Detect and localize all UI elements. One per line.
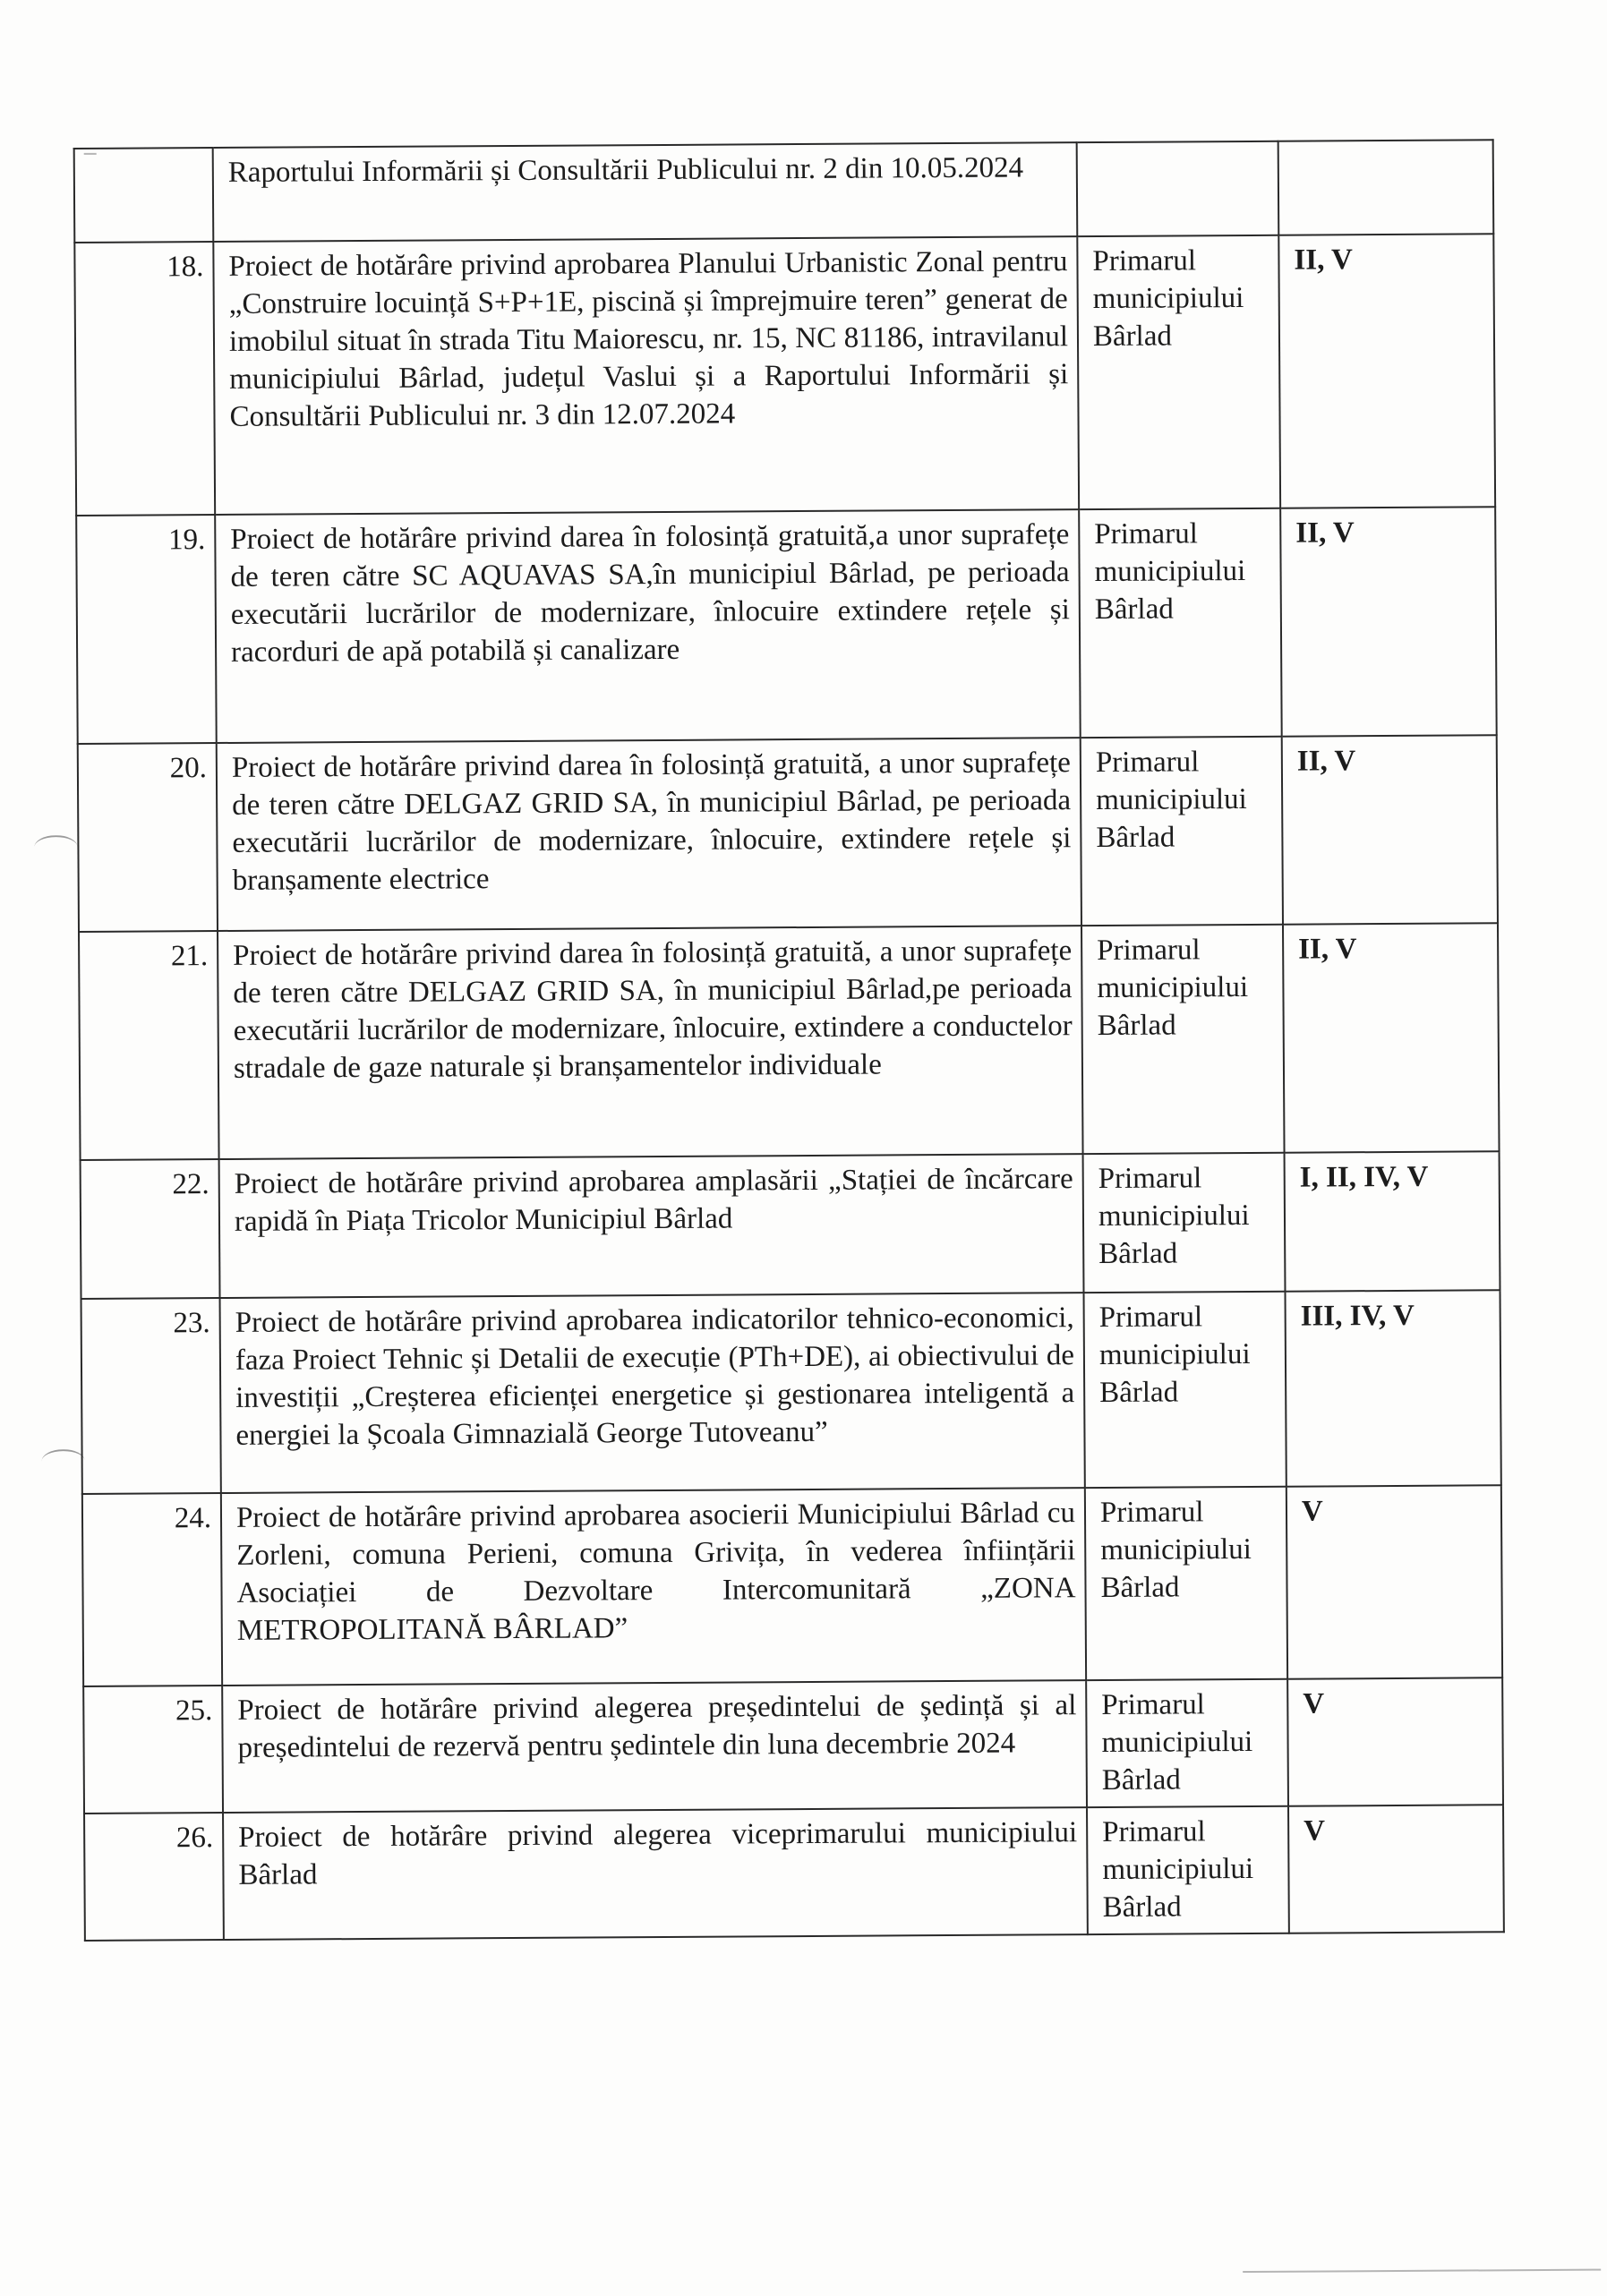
initiator-line: Bârlad: [1097, 1009, 1176, 1043]
initiator-line: Primarul: [1098, 1162, 1202, 1196]
item-committees: II, V: [1280, 507, 1497, 736]
table-row: [81, 1290, 1501, 1494]
initiator-line: Bârlad: [1094, 593, 1174, 627]
table-row: [74, 140, 1494, 243]
initiator-line: municipiului: [1100, 1532, 1252, 1566]
initiator-line: municipiului: [1092, 281, 1244, 316]
item-committees: I, II, IV, V: [1285, 1151, 1500, 1291]
initiator-line: Bârlad: [1100, 1571, 1180, 1604]
initiator-line: Primarul: [1098, 1301, 1203, 1335]
initiator-line: [1092, 148, 1269, 149]
item-title: Proiect de hotărâre privind aprobarea asocierii Municipiului Bârlad cu Zorleni, comuna Perieni, comuna Grivița, în vederea înființării Asociației de Dezvoltare Intercomunitară „ZONA METROPOLITANĂ BÂRLAD”: [221, 1488, 1086, 1686]
item-title: Proiect de hotărâre privind aprobarea indicatorilor tehnico-economici, faza Proiect Tehnic și Detalii de execuție (PTh+DE), ai obiectivului de investiții „Creșterea eficienței energetice și gestionarea inteligentă a energiei la Școala Gimnazială George Tutoveanu”: [220, 1293, 1085, 1493]
initiator-line: municipiului: [1098, 1199, 1250, 1233]
item-number: 20.: [78, 743, 218, 932]
punch-hole-mark: [42, 1449, 85, 1472]
initiator-line: Primarul: [1095, 746, 1200, 780]
item-committees: II, V: [1282, 735, 1498, 924]
initiator-line: Primarul: [1092, 244, 1197, 278]
initiator-line: Primarul: [1097, 934, 1201, 968]
item-title: Proiect de hotărâre privind darea în folosință gratuită,a unor suprafețe de teren către SC AQUAVAS SA,în municipiul Bârlad, pe perioada executării lucrărilor de modernizare, înlocuire extindere rețele și racorduri de apă potabilă și canalizare: [215, 509, 1081, 743]
item-committees: II, V: [1283, 923, 1500, 1152]
item-title: Proiect de hotărâre privind alegerea președintelui de ședință și al președintelui de rezervă pentru ședintele din luna decembrie 2024: [222, 1680, 1087, 1813]
initiator-line: Primarul: [1101, 1688, 1205, 1721]
item-initiator: [1077, 235, 1280, 509]
item-committees: [1278, 140, 1494, 235]
initiator-line: municipiului: [1101, 1725, 1253, 1759]
table-row: [79, 923, 1500, 1160]
initiator-line: Primarul: [1102, 1815, 1206, 1848]
agenda-table-body: [74, 140, 1504, 1941]
initiator-line: Bârlad: [1101, 1763, 1181, 1797]
item-title: Proiect de hotărâre privind alegerea viceprimarului municipiului Bârlad: [223, 1807, 1088, 1940]
item-number: 21.: [79, 931, 219, 1160]
item-number: 19.: [76, 515, 217, 744]
item-title: Proiect de hotărâre privind aprobarea Planului Urbanistic Zonal pentru „Construire locuință S+P+1E, piscină și împrejmuire teren” generat de imobilul situat în strada Titu Maiorescu, nr. 15, NC 81186, intravilanul municipiului Bârlad, județul Vaslui și a Raportului Informării și Consultării Publicului nr. 3 din 12.07.2024: [213, 236, 1079, 515]
item-number: 25.: [83, 1686, 223, 1814]
agenda-table: [73, 139, 1505, 1942]
initiator-line: municipiului: [1094, 554, 1246, 589]
table-row: [76, 507, 1497, 744]
initiator-line: Bârlad: [1096, 821, 1175, 855]
item-title: Proiect de hotărâre privind darea în folosință gratuită, a unor suprafețe de teren către DELGAZ GRID SA, în municipiul Bârlad,pe perioada executării lucrărilor de modernizare, înlocuire, extindere a conductelor stradale de gaze naturale și branșamentelor individuale: [218, 926, 1083, 1159]
item-title: Proiect de hotărâre privind darea în folosință gratuită, a unor suprafețe de teren către DELGAZ GRID SA, în municipiul Bârlad, pe perioada executării lucrărilor de modernizare, înlocuire, extindere rețele și branșamente electrice: [217, 738, 1081, 931]
item-committees: V: [1286, 1485, 1502, 1678]
initiator-line: [1092, 148, 1269, 149]
item-number: 24.: [82, 1493, 222, 1686]
item-number: 26.: [84, 1813, 224, 1941]
initiator-line: Bârlad: [1098, 1237, 1178, 1271]
item-initiator: [1077, 141, 1279, 236]
table-row: [81, 1151, 1500, 1299]
item-initiator: [1087, 1806, 1289, 1934]
table-row: [84, 1805, 1504, 1941]
item-initiator: [1083, 1292, 1286, 1488]
initiator-line: Bârlad: [1102, 1891, 1182, 1924]
initiator-line: municipiului: [1102, 1852, 1254, 1886]
initiator-line: [1092, 148, 1269, 149]
item-title: Raportului Informării și Consultării Publicului nr. 2 din 10.05.2024: [213, 142, 1078, 242]
initiator-line: Primarul: [1099, 1496, 1204, 1529]
item-committees: V: [1288, 1805, 1504, 1933]
initiator-line: municipiului: [1096, 782, 1247, 817]
item-committees: II, V: [1278, 234, 1495, 508]
table-row: [83, 1677, 1503, 1814]
item-number: [74, 148, 214, 243]
item-initiator: [1079, 508, 1282, 738]
initiator-line: municipiului: [1097, 970, 1249, 1005]
punch-hole-mark: [34, 835, 77, 858]
item-initiator: [1081, 737, 1283, 926]
initiator-line: Primarul: [1094, 517, 1198, 551]
item-number: 18.: [74, 242, 215, 516]
item-committees: III, IV, V: [1285, 1290, 1500, 1486]
initiator-line: Bârlad: [1092, 320, 1173, 354]
scan-edge-line: [1243, 2269, 1601, 2273]
item-initiator: [1085, 1487, 1287, 1680]
initiator-line: Bârlad: [1099, 1376, 1179, 1410]
item-initiator: [1086, 1679, 1288, 1807]
table-row: [78, 735, 1498, 932]
item-initiator: [1083, 1153, 1286, 1293]
item-number: 22.: [81, 1159, 220, 1299]
item-title: Proiect de hotărâre privind aprobarea amplasării „Stației de încărcare rapidă în Piața Tricolor Municipiul Bârlad: [219, 1154, 1084, 1298]
initiator-line: municipiului: [1098, 1337, 1251, 1372]
item-committees: V: [1287, 1677, 1503, 1805]
table-row: [74, 234, 1495, 516]
item-number: 23.: [81, 1298, 221, 1494]
item-initiator: [1081, 925, 1285, 1154]
table-row: [82, 1485, 1502, 1686]
